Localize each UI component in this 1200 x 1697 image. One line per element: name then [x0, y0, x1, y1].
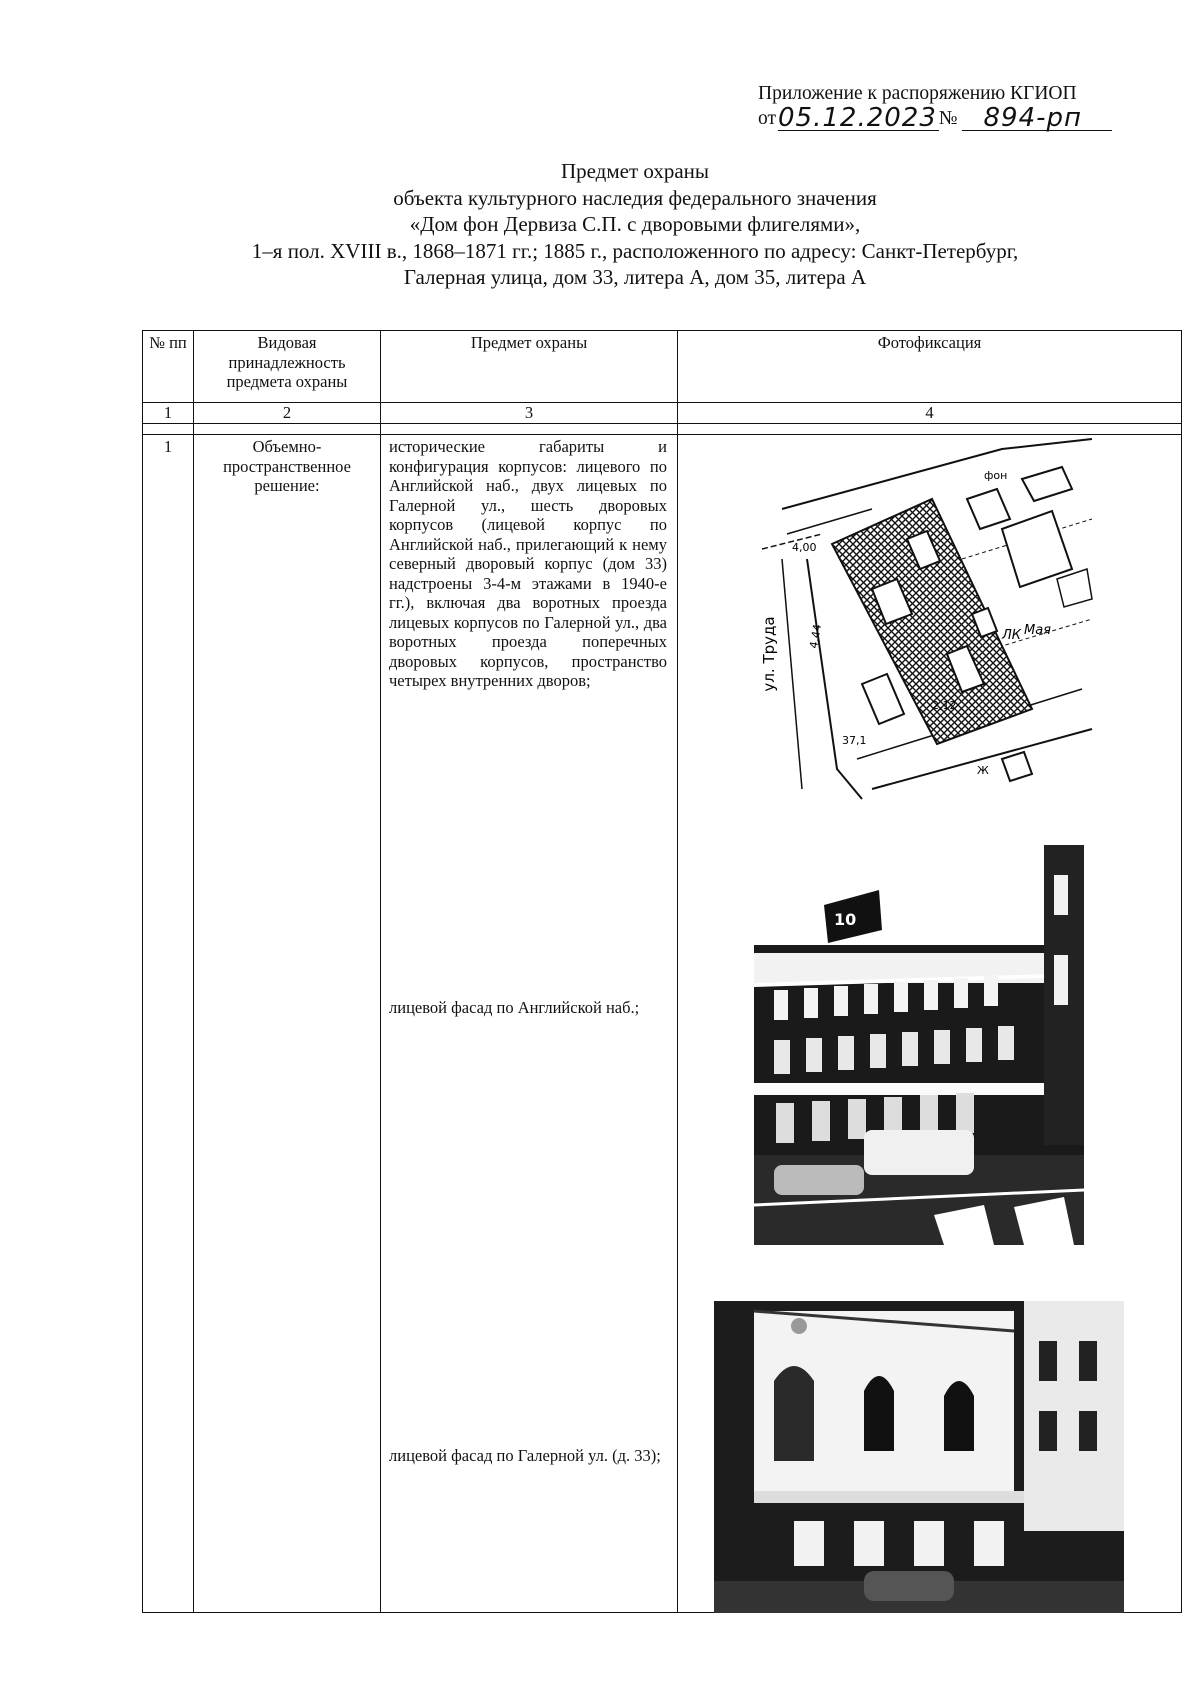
col-number: 3: [381, 403, 678, 424]
row-num: 1: [143, 435, 194, 1613]
map-street-label: ул. Труда: [760, 616, 778, 692]
title-line-2: объекта культурного наследия федерального значения: [393, 185, 877, 210]
col-number: 4: [678, 403, 1182, 424]
subject-item-english-facade: лицевой фасад по Английской наб.;: [389, 998, 640, 1017]
appendix-ref: [758, 103, 1112, 133]
handwritten-number: 894-рп: [962, 106, 1113, 131]
map-label: Ж: [977, 764, 989, 777]
number-label: №: [938, 108, 958, 129]
map-label: 2,12: [932, 699, 957, 712]
header-num: № пп: [143, 331, 194, 403]
table-spacer-row: [143, 424, 1182, 435]
photo-sign: 10: [834, 910, 857, 929]
map-label: ЛК: [1002, 628, 1022, 643]
from-label: от: [758, 108, 777, 129]
col-number: 2: [194, 403, 381, 424]
subject-item-corpus: исторические габариты и конфигурация корпусов: лицевого по Английской наб., двух лицевых по Галерной ул., шесть дворовых корпусов (лицевой корпус по Английской наб., прилегающий к нему северный дворовый корпус (дом 33) надстроены 3-4-м этажами в 1940-е гг.), включая два воротных проезда лицевых корпусов по Галерной ул., два воротных проезда поперечных дворовых корпусов, пространство четырех внутренних дворов;: [389, 437, 667, 690]
col-number: 1: [143, 403, 194, 424]
map-label: фон: [984, 469, 1008, 482]
photo-english-embankment-facade: [754, 835, 1084, 1245]
photo-galernaya-facade: [714, 1301, 1124, 1613]
site-plan-map: [762, 439, 1092, 799]
handwritten-date: 05.12.2023: [778, 103, 937, 133]
appendix-title: Приложение к распоряжению КГИОП: [758, 83, 1077, 104]
header-type: Видовая принадлежность предмета охраны: [194, 331, 381, 403]
table-header-row: [143, 331, 1182, 403]
table-row: [143, 435, 1182, 1613]
row-photos: [678, 435, 1182, 1613]
title-line-1: Предмет охраны: [560, 159, 710, 183]
title-line-5: Галерная улица, дом 33, литера А, дом 35, литера А: [403, 265, 867, 289]
row-subject: [381, 435, 678, 1613]
subject-item-galernaya-facade: лицевой фасад по Галерной ул. (д. 33);: [389, 1446, 661, 1465]
column-number-row: [143, 403, 1182, 424]
map-label: 4,44: [807, 623, 825, 650]
map-label: 37,1: [842, 734, 867, 747]
map-label: 4,00: [792, 541, 817, 554]
appendix-note: [758, 82, 1112, 131]
document-title: [140, 158, 1130, 291]
header-subject: Предмет охраны: [381, 331, 678, 403]
map-label: Мая: [1024, 623, 1052, 638]
header-photo: Фотофиксация: [678, 331, 1182, 403]
row-type: Объемно-пространственное решение:: [194, 435, 381, 1613]
protection-table: [142, 330, 1182, 1613]
title-line-4: 1–я пол. XVIII в., 1868–1871 гг.; 1885 г., расположенного по адресу: Санкт-Петербург,: [251, 238, 1019, 263]
title-line-3: «Дом фон Дервиза С.П. с дворовыми флигелями»,: [409, 212, 861, 236]
